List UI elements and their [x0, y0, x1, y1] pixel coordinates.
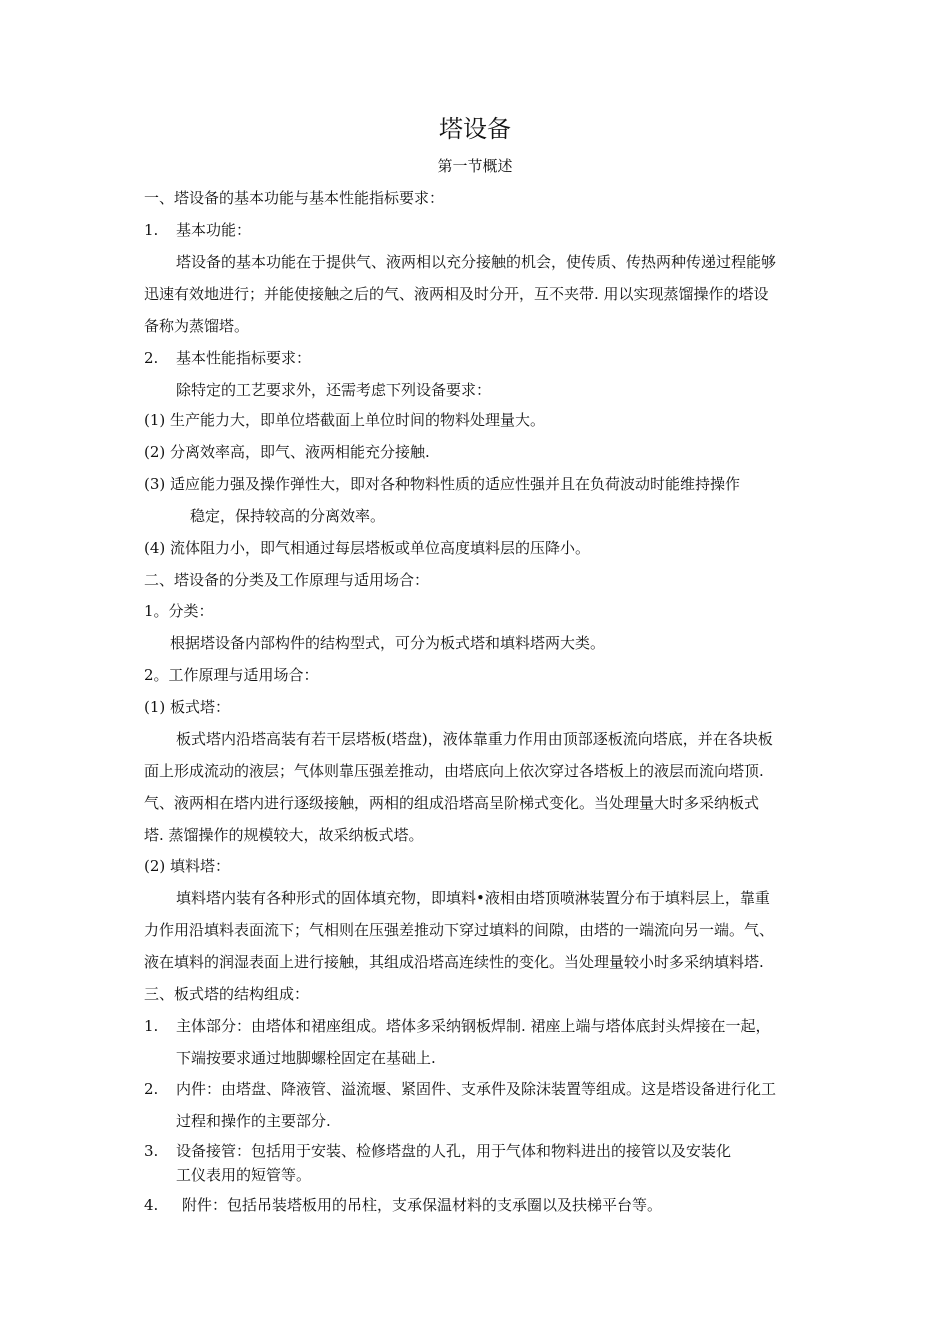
- list-item: 主体部分：由塔体和裙座组成。塔体多采纳钢板焊制. 裙座上端与塔体底封头焊接在一起，: [176, 1017, 771, 1035]
- paragraph-line: 气、液两相在塔内进行逐级接触，两相的组成沿塔高呈阶梯式变化。当处理量大时多采纳板式: [144, 794, 760, 812]
- heading-1: 一、塔设备的基本功能与基本性能指标要求：: [144, 189, 445, 207]
- list-item: (1) 生产能力大，即单位塔截面上单位时间的物料处理量大。: [144, 411, 546, 429]
- list-item-continuation: 工仪表用的短管等。: [176, 1166, 312, 1184]
- item-number: 2.: [144, 1080, 159, 1098]
- subheading: 基本功能：: [176, 221, 252, 239]
- subheading: (2) 填料塔：: [144, 857, 231, 875]
- list-item: (4) 流体阻力小，即气相通过每层塔板或单位高度填料层的压降小。: [144, 539, 591, 557]
- list-item: (2) 分离效率高，即气、液两相能充分接触.: [144, 443, 430, 461]
- paragraph-line: 塔. 蒸馏操作的规模较大，故采纳板式塔。: [144, 826, 424, 844]
- subheading: 1。分类：: [144, 602, 214, 620]
- paragraph-line: 迅速有效地进行；并能使接触之后的气、液两相及时分开，互不夹带. 用以实现蒸馏操作的塔设: [144, 285, 769, 303]
- item-number: 4.: [144, 1196, 159, 1214]
- item-number: 3.: [144, 1142, 159, 1160]
- paragraph-line: 面上形成流动的液层；气体则靠压强差推动，由塔底向上依次穿过各塔板上的液层而流向塔顶.: [144, 762, 764, 780]
- heading-2: 二、塔设备的分类及工作原理与适用场合：: [144, 571, 430, 589]
- paragraph-line: 填料塔内装有各种形式的固体填充物，即填料•液相由塔顶喷淋装置分布于填料层上，靠重: [176, 889, 770, 907]
- subheading: (1) 板式塔：: [144, 698, 231, 716]
- list-item-continuation: 下端按要求通过地脚螺栓固定在基础上.: [176, 1049, 436, 1067]
- paragraph-line: 塔设备的基本功能在于提供气、液两相以充分接触的机会，使传质、传热两种传递过程能够: [176, 253, 777, 271]
- subheading: 2。工作原理与适用场合：: [144, 666, 319, 684]
- item-number: 1.: [144, 221, 159, 239]
- subheading: 基本性能指标要求：: [176, 349, 312, 367]
- list-item: 设备接管：包括用于安装、检修塔盘的人孔，用于气体和物料进出的接管以及安装化: [176, 1142, 732, 1160]
- paragraph-line: 根据塔设备内部构件的结构型式，可分为板式塔和填料塔两大类。: [170, 634, 606, 652]
- paragraph-line: 力作用沿填料表面流下；气相则在压强差推动下穿过填料的间隙，由塔的一端流向另一端。气、: [144, 921, 775, 939]
- item-number: 1.: [144, 1017, 159, 1035]
- list-item: 内件：由塔盘、降液管、溢流堰、紧固件、支承件及除沫装置等组成。这是塔设备进行化工: [176, 1080, 777, 1098]
- section-title: 第一节概述: [437, 157, 513, 175]
- paragraph-line: 板式塔内沿塔高装有若干层塔板(塔盘)，液体靠重力作用由顶部逐板流向塔底，并在各块板: [176, 730, 773, 748]
- heading-3: 三、板式塔的结构组成：: [144, 985, 310, 1003]
- list-item: 附件：包括吊装塔板用的吊柱，支承保温材料的支承圈以及扶梯平台等。: [182, 1196, 663, 1214]
- list-item: (3) 适应能力强及操作弹性大，即对各种物料性质的适应性强并且在负荷波动时能维持操作: [144, 475, 741, 493]
- list-item-continuation: 过程和操作的主要部分.: [176, 1112, 331, 1130]
- list-item-continuation: 稳定，保持较高的分离效率。: [190, 507, 386, 525]
- paragraph-line: 除特定的工艺要求外，还需考虑下列设备要求：: [176, 381, 492, 399]
- item-number: 2.: [144, 349, 159, 367]
- page-title: 塔设备: [439, 115, 511, 143]
- paragraph-line: 液在填料的润湿表面上进行接触，其组成沿塔高连续性的变化。当处理量较小时多采纳填料塔.: [144, 953, 764, 971]
- paragraph-line: 备称为蒸馏塔。: [144, 317, 250, 335]
